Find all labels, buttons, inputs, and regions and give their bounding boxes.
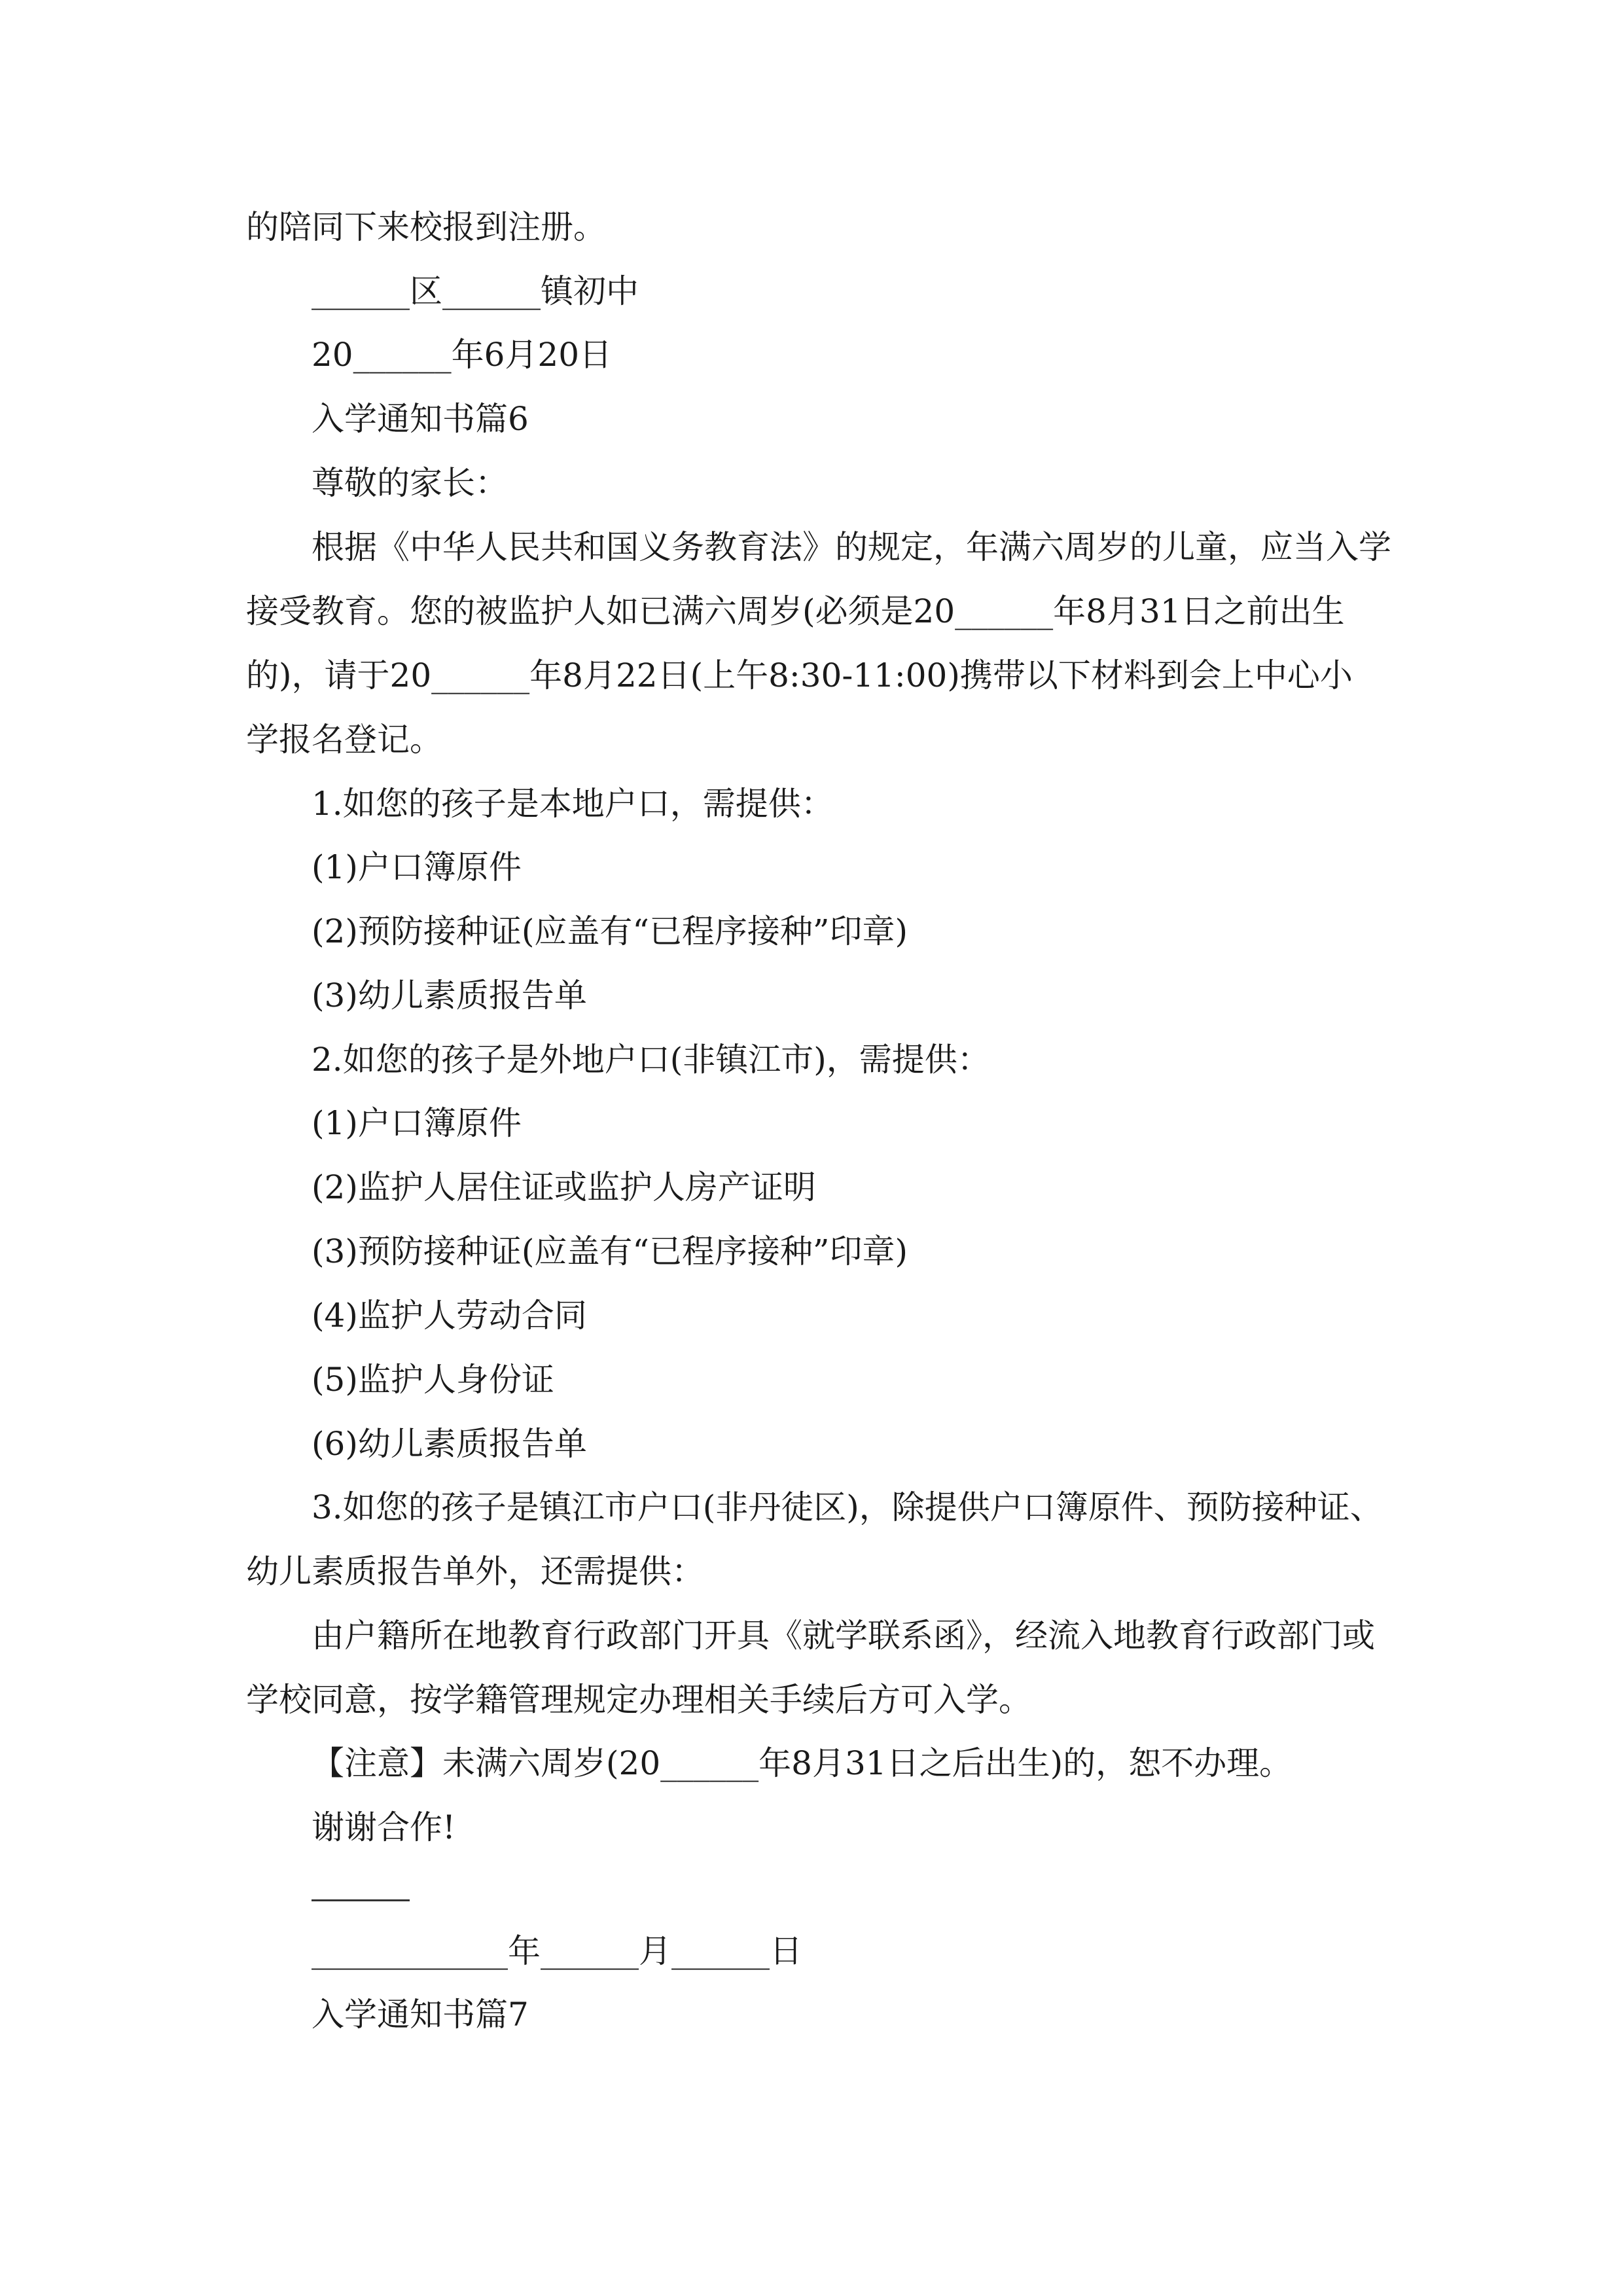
list-heading: 3.如您的孩子是镇江市户口(非丹徒区)，除提供户口簿原件、预防接种证、	[312, 1488, 1383, 1526]
text-line: 学报名登记。	[246, 721, 442, 759]
section-heading: 入学通知书篇7	[312, 1996, 529, 2034]
list-heading: 1.如您的孩子是本地户口，需提供：	[312, 785, 834, 823]
thanks-line: 谢谢合作!	[312, 1808, 456, 1846]
notice-line: 【注意】未满六周岁(20______年8月31日之后出生)的，恕不办理。	[312, 1744, 1293, 1782]
text-line: 接受教育。您的被监护人如已满六周岁(必须是20______年8月31日之前出生	[246, 592, 1345, 630]
text-line: 幼儿素质报告单外，还需提供：	[246, 1552, 704, 1590]
list-item: (4)监护人劳动合同	[312, 1297, 587, 1335]
section-heading: 入学通知书篇6	[312, 400, 529, 438]
text-line: 的)，请于20______年8月22日(上午8:30-11:00)携带以下材料到会上中心小	[246, 656, 1353, 694]
list-item: (3)预防接种证(应盖有“已程序接种”印章)	[312, 1232, 908, 1270]
list-item: (1)户口簿原件	[312, 1104, 522, 1142]
list-item: (2)预防接种证(应盖有“已程序接种”印章)	[312, 912, 908, 950]
signature-underline	[312, 1899, 410, 1901]
list-item: (3)幼儿素质报告单	[312, 977, 587, 1014]
date-blank-line: ____________年______月______日	[312, 1932, 802, 1970]
school-name-line: ______区______镇初中	[312, 272, 639, 310]
text-line: 由户籍所在地教育行政部门开具《就学联系函》，经流入地教育行政部门或	[312, 1617, 1375, 1655]
list-item: (6)幼儿素质报告单	[312, 1425, 587, 1463]
list-item: (2)监护人居住证或监护人房产证明	[312, 1168, 816, 1206]
text-line: 的陪同下来校报到注册。	[246, 208, 606, 246]
text-line: 学校同意，按学籍管理规定办理相关手续后方可入学。	[246, 1681, 1031, 1719]
list-heading: 2.如您的孩子是外地户口(非镇江市)，需提供：	[312, 1041, 990, 1079]
salutation: 尊敬的家长：	[312, 464, 508, 502]
list-item: (1)户口簿原件	[312, 848, 522, 886]
text-line: 根据《中华人民共和国义务教育法》的规定，年满六周岁的儿童，应当入学	[312, 528, 1391, 566]
date-line: 20______年6月20日	[312, 336, 613, 374]
list-item: (5)监护人身份证	[312, 1361, 554, 1399]
